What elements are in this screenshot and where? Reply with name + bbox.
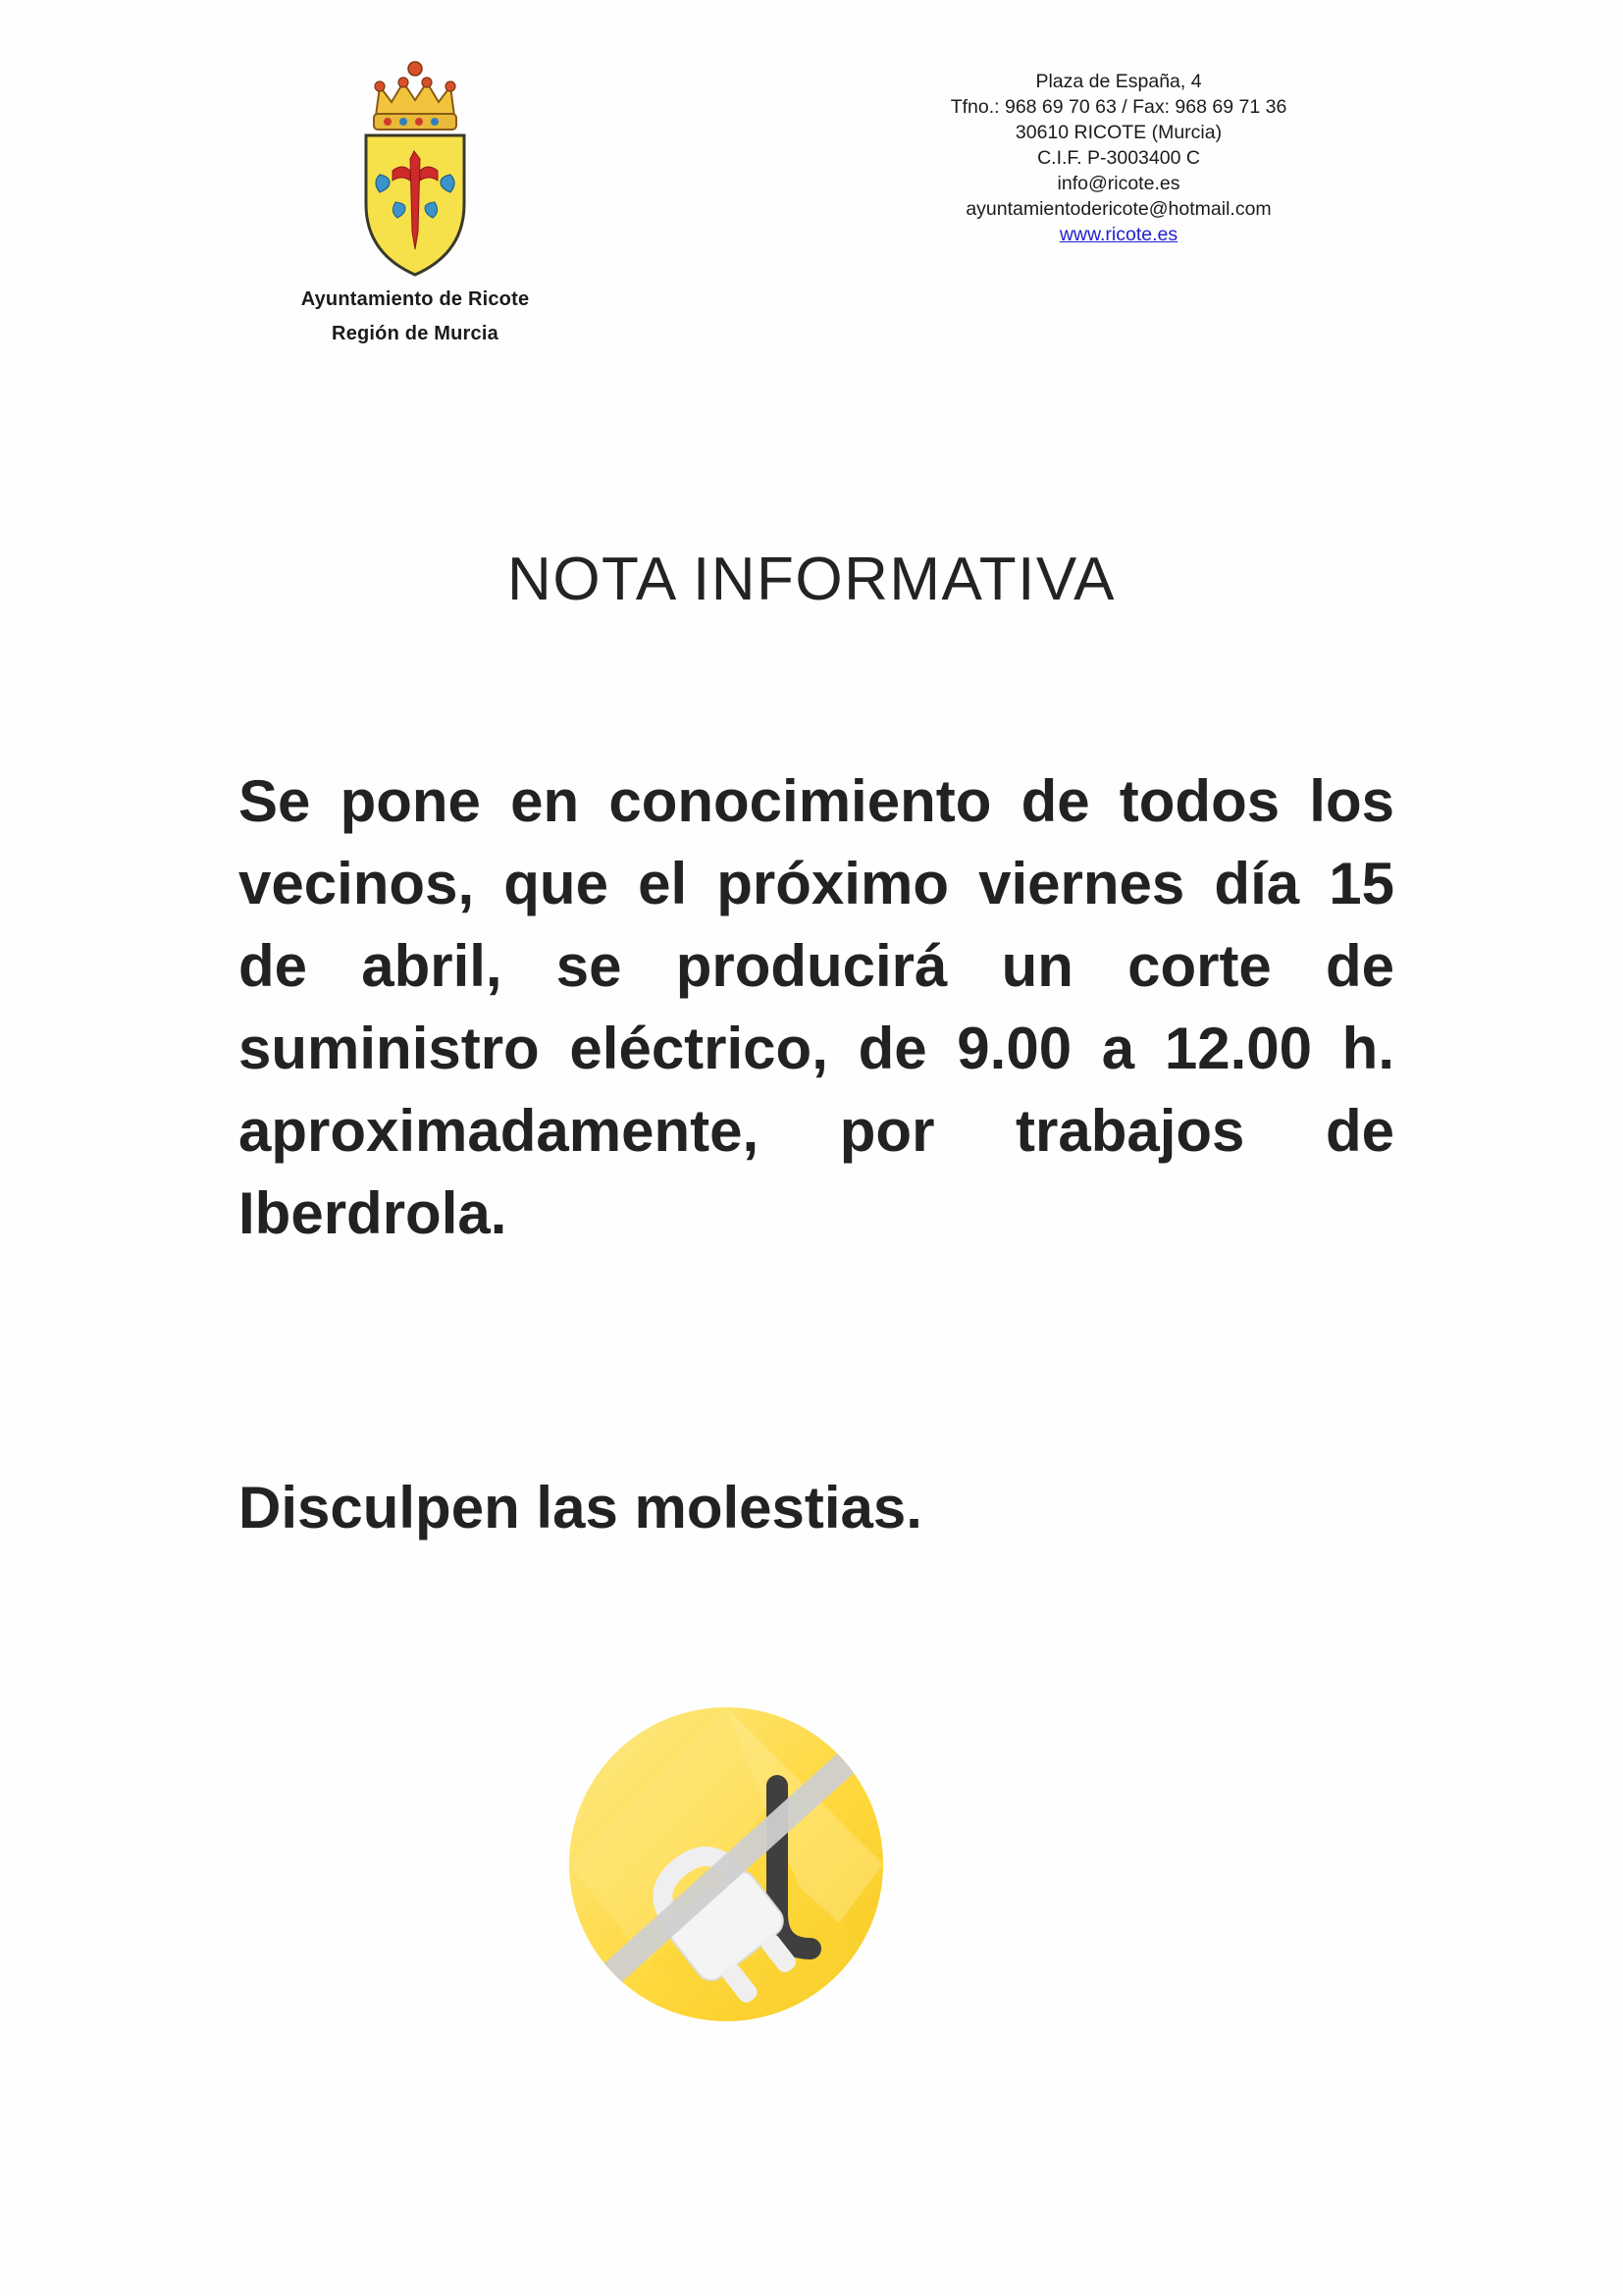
notice-paragraph-2: Disculpen las molestias. [238, 1475, 922, 1540]
entity-name-line1: Ayuntamiento de Ricote [300, 288, 530, 310]
contact-postal-code: 30610 RICOTE (Murcia) [1015, 122, 1223, 143]
document-header [0, 57, 1623, 410]
page-title: NOTA INFORMATIVA [507, 546, 1116, 613]
contact-email-secondary: ayuntamientodericote@hotmail.com [966, 198, 1272, 220]
coat-of-arms-icon [337, 57, 494, 283]
no-electricity-plug-icon [530, 1668, 922, 2061]
notice-body [238, 760, 1394, 1337]
notice-paragraph-1: Se pone en conocimiento de todos los vecinos, que el próximo viernes día 15 de abril, se producirá un corte de suministro eléctrico, de 9.00 a 12.00 h. aproximadamente, por trabajos de Iberdrola. [238, 768, 1394, 1246]
entity-name-line2: Región de Murcia [332, 323, 498, 344]
contact-cif: C.I.F. P-3003400 C [1037, 147, 1200, 169]
contact-email-primary: info@ricote.es [1057, 173, 1180, 194]
crest-block [253, 57, 577, 345]
contact-website-link[interactable]: www.ricote.es [1059, 224, 1178, 245]
contact-address: Plaza de España, 4 [1035, 71, 1202, 92]
contact-block [844, 69, 1393, 247]
contact-phone-fax: Tfno.: 968 69 70 63 / Fax: 968 69 71 36 [950, 96, 1287, 118]
